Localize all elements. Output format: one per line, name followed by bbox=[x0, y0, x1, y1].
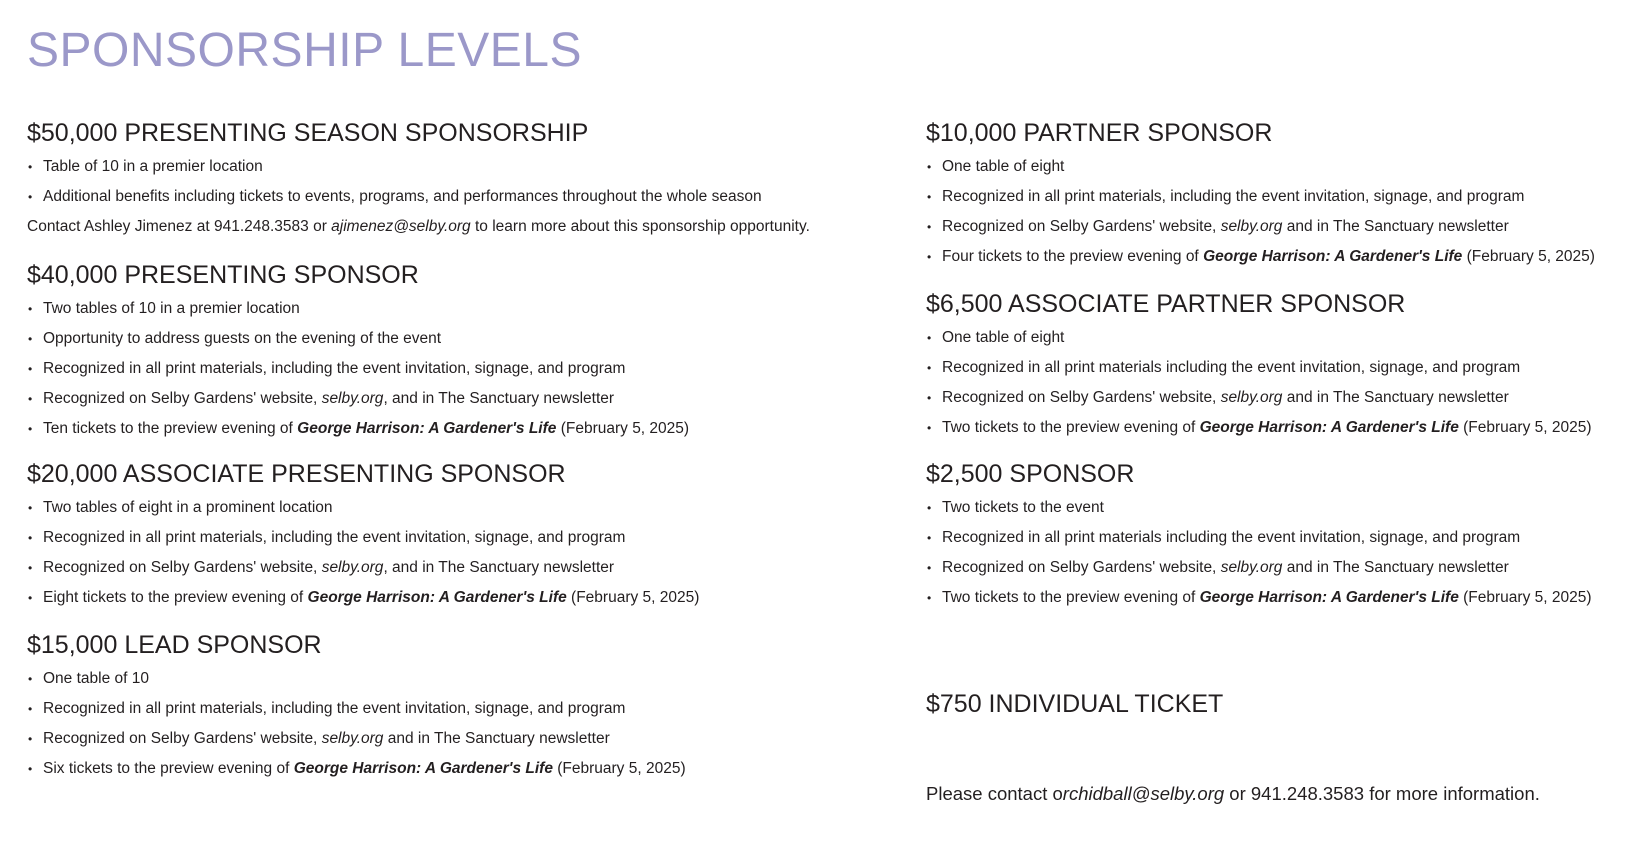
bullet-icon: • bbox=[28, 702, 33, 716]
final-contact-line: Please contact orchidball@selby.org or 941.248.3583 for more information. bbox=[926, 783, 1540, 804]
website-link[interactable]: selby.org bbox=[1220, 559, 1283, 576]
benefit-item: • Recognized on Selby Gardens' website, selby.org and in The Sanctuary newsletter bbox=[926, 383, 1626, 413]
sponsor-level-10000 bbox=[926, 118, 1626, 272]
benefit-item: • Recognized in all print materials, including the event invitation, signage, and program bbox=[27, 354, 827, 384]
bullet-icon: • bbox=[28, 672, 33, 686]
benefit-item: • Two tables of eight in a prominent location bbox=[27, 493, 827, 523]
benefit-item: • Additional benefits including tickets to events, programs, and performances throughout the whole season bbox=[27, 182, 827, 212]
benefit-item: • Recognized on Selby Gardens' website, selby.org and in The Sanctuary newsletter bbox=[926, 553, 1626, 583]
event-title: George Harrison: A Gardener's Life bbox=[293, 760, 553, 777]
event-title: George Harrison: A Gardener's Life bbox=[297, 420, 557, 437]
website-link[interactable]: selby.org bbox=[321, 559, 384, 576]
event-title: George Harrison: A Gardener's Life bbox=[307, 589, 567, 606]
benefit-item: • Two tickets to the preview evening of George Harrison: A Gardener's Life (February 5, 2025) bbox=[926, 583, 1626, 613]
benefit-item: • One table of 10 bbox=[27, 664, 827, 694]
bullet-icon: • bbox=[927, 561, 932, 575]
benefits-list bbox=[27, 664, 827, 784]
benefits-list bbox=[27, 152, 827, 212]
benefit-item: • Recognized on Selby Gardens' website, selby.org, and in The Sanctuary newsletter bbox=[27, 384, 827, 414]
benefit-item: • One table of eight bbox=[926, 152, 1626, 182]
bullet-icon: • bbox=[28, 501, 33, 515]
bullet-icon: • bbox=[927, 501, 932, 515]
benefit-item: • Recognized in all print materials, including the event invitation, signage, and program bbox=[27, 523, 827, 553]
sponsor-level-40000 bbox=[27, 260, 827, 444]
bullet-icon: • bbox=[28, 762, 33, 776]
bullet-icon: • bbox=[28, 362, 33, 376]
bullet-icon: • bbox=[28, 160, 33, 174]
sponsor-level-750 bbox=[926, 689, 1626, 719]
benefits-list bbox=[27, 294, 827, 444]
sponsor-level-title: $6,500 ASSOCIATE PARTNER SPONSOR bbox=[926, 290, 1406, 318]
bullet-icon: • bbox=[28, 591, 33, 605]
bullet-icon: • bbox=[28, 561, 33, 575]
sponsor-level-title: $2,500 SPONSOR bbox=[926, 460, 1135, 488]
benefit-item: • Recognized in all print materials, including the event invitation, signage, and program bbox=[926, 182, 1626, 212]
sponsor-level-title: $10,000 PARTNER SPONSOR bbox=[926, 119, 1273, 147]
sponsor-level-2500 bbox=[926, 459, 1626, 613]
contact-email-link[interactable]: rchidball@selby.org bbox=[1062, 783, 1225, 804]
benefit-item: • Recognized on Selby Gardens' website, selby.org and in The Sanctuary newsletter bbox=[27, 724, 827, 754]
sponsor-level-50000 bbox=[27, 118, 827, 242]
benefit-item: • Eight tickets to the preview evening of George Harrison: A Gardener's Life (February 5, 2025) bbox=[27, 583, 827, 613]
bullet-icon: • bbox=[927, 250, 932, 264]
bullet-icon: • bbox=[28, 332, 33, 346]
benefit-item: • Table of 10 in a premier location bbox=[27, 152, 827, 182]
page-title: SPONSORSHIP LEVELS bbox=[27, 24, 582, 77]
benefit-item: • Recognized in all print materials, including the event invitation, signage, and program bbox=[27, 694, 827, 724]
website-link[interactable]: selby.org bbox=[321, 730, 384, 747]
sponsor-level-title: $40,000 PRESENTING SPONSOR bbox=[27, 261, 419, 289]
benefit-item: • Recognized on Selby Gardens' website, selby.org, and in The Sanctuary newsletter bbox=[27, 553, 827, 583]
website-link[interactable]: selby.org bbox=[1220, 389, 1283, 406]
bullet-icon: • bbox=[28, 190, 33, 204]
benefits-list bbox=[926, 152, 1626, 272]
benefits-list bbox=[926, 493, 1626, 613]
benefit-item: • Two tables of 10 in a premier location bbox=[27, 294, 827, 324]
sponsorship-contact: Contact Ashley Jimenez at 941.248.3583 or ajimenez@selby.org to learn more about this sponsorship opportunity. bbox=[27, 218, 810, 235]
sponsor-level-title: $15,000 LEAD SPONSOR bbox=[27, 631, 322, 659]
benefit-item: • Recognized on Selby Gardens' website, selby.org and in The Sanctuary newsletter bbox=[926, 212, 1626, 242]
bullet-icon: • bbox=[927, 331, 932, 345]
bullet-icon: • bbox=[28, 732, 33, 746]
bullet-icon: • bbox=[927, 361, 932, 375]
bullet-icon: • bbox=[927, 220, 932, 234]
bullet-icon: • bbox=[927, 391, 932, 405]
bullet-icon: • bbox=[927, 591, 932, 605]
event-title: George Harrison: A Gardener's Life bbox=[1203, 248, 1463, 265]
bullet-icon: • bbox=[927, 160, 932, 174]
bullet-icon: • bbox=[927, 190, 932, 204]
bullet-icon: • bbox=[927, 531, 932, 545]
sponsor-level-title: $50,000 PRESENTING SEASON SPONSORSHIP bbox=[27, 119, 589, 147]
benefit-item: • Four tickets to the preview evening of George Harrison: A Gardener's Life (February 5, 2025) bbox=[926, 242, 1626, 272]
website-link[interactable]: selby.org bbox=[1220, 218, 1283, 235]
benefit-item: • One table of eight bbox=[926, 323, 1626, 353]
benefit-item: • Recognized in all print materials including the event invitation, signage, and program bbox=[926, 353, 1626, 383]
website-link[interactable]: selby.org bbox=[321, 390, 384, 407]
sponsor-level-20000 bbox=[27, 459, 827, 613]
benefit-item: • Two tickets to the event bbox=[926, 493, 1626, 523]
contact-email-link[interactable]: ajimenez@selby.org bbox=[331, 218, 471, 235]
bullet-icon: • bbox=[28, 392, 33, 406]
benefits-list bbox=[27, 493, 827, 613]
sponsor-level-title: $750 INDIVIDUAL TICKET bbox=[926, 690, 1224, 718]
sponsor-level-title: $20,000 ASSOCIATE PRESENTING SPONSOR bbox=[27, 460, 566, 488]
bullet-icon: • bbox=[28, 422, 33, 436]
benefits-list bbox=[926, 323, 1626, 443]
event-title: George Harrison: A Gardener's Life bbox=[1199, 589, 1459, 606]
benefit-item: • Six tickets to the preview evening of George Harrison: A Gardener's Life (February 5, 2025) bbox=[27, 754, 827, 784]
event-title: George Harrison: A Gardener's Life bbox=[1199, 419, 1459, 436]
bullet-icon: • bbox=[927, 421, 932, 435]
benefit-item: • Opportunity to address guests on the evening of the event bbox=[27, 324, 827, 354]
bullet-icon: • bbox=[28, 302, 33, 316]
bullet-icon: • bbox=[28, 531, 33, 545]
benefit-item: • Recognized in all print materials including the event invitation, signage, and program bbox=[926, 523, 1626, 553]
sponsor-level-15000 bbox=[27, 630, 827, 784]
sponsor-level-6500 bbox=[926, 289, 1626, 443]
benefit-item: • Ten tickets to the preview evening of George Harrison: A Gardener's Life (February 5, 2025) bbox=[27, 414, 827, 444]
benefit-item: • Two tickets to the preview evening of George Harrison: A Gardener's Life (February 5, 2025) bbox=[926, 413, 1626, 443]
